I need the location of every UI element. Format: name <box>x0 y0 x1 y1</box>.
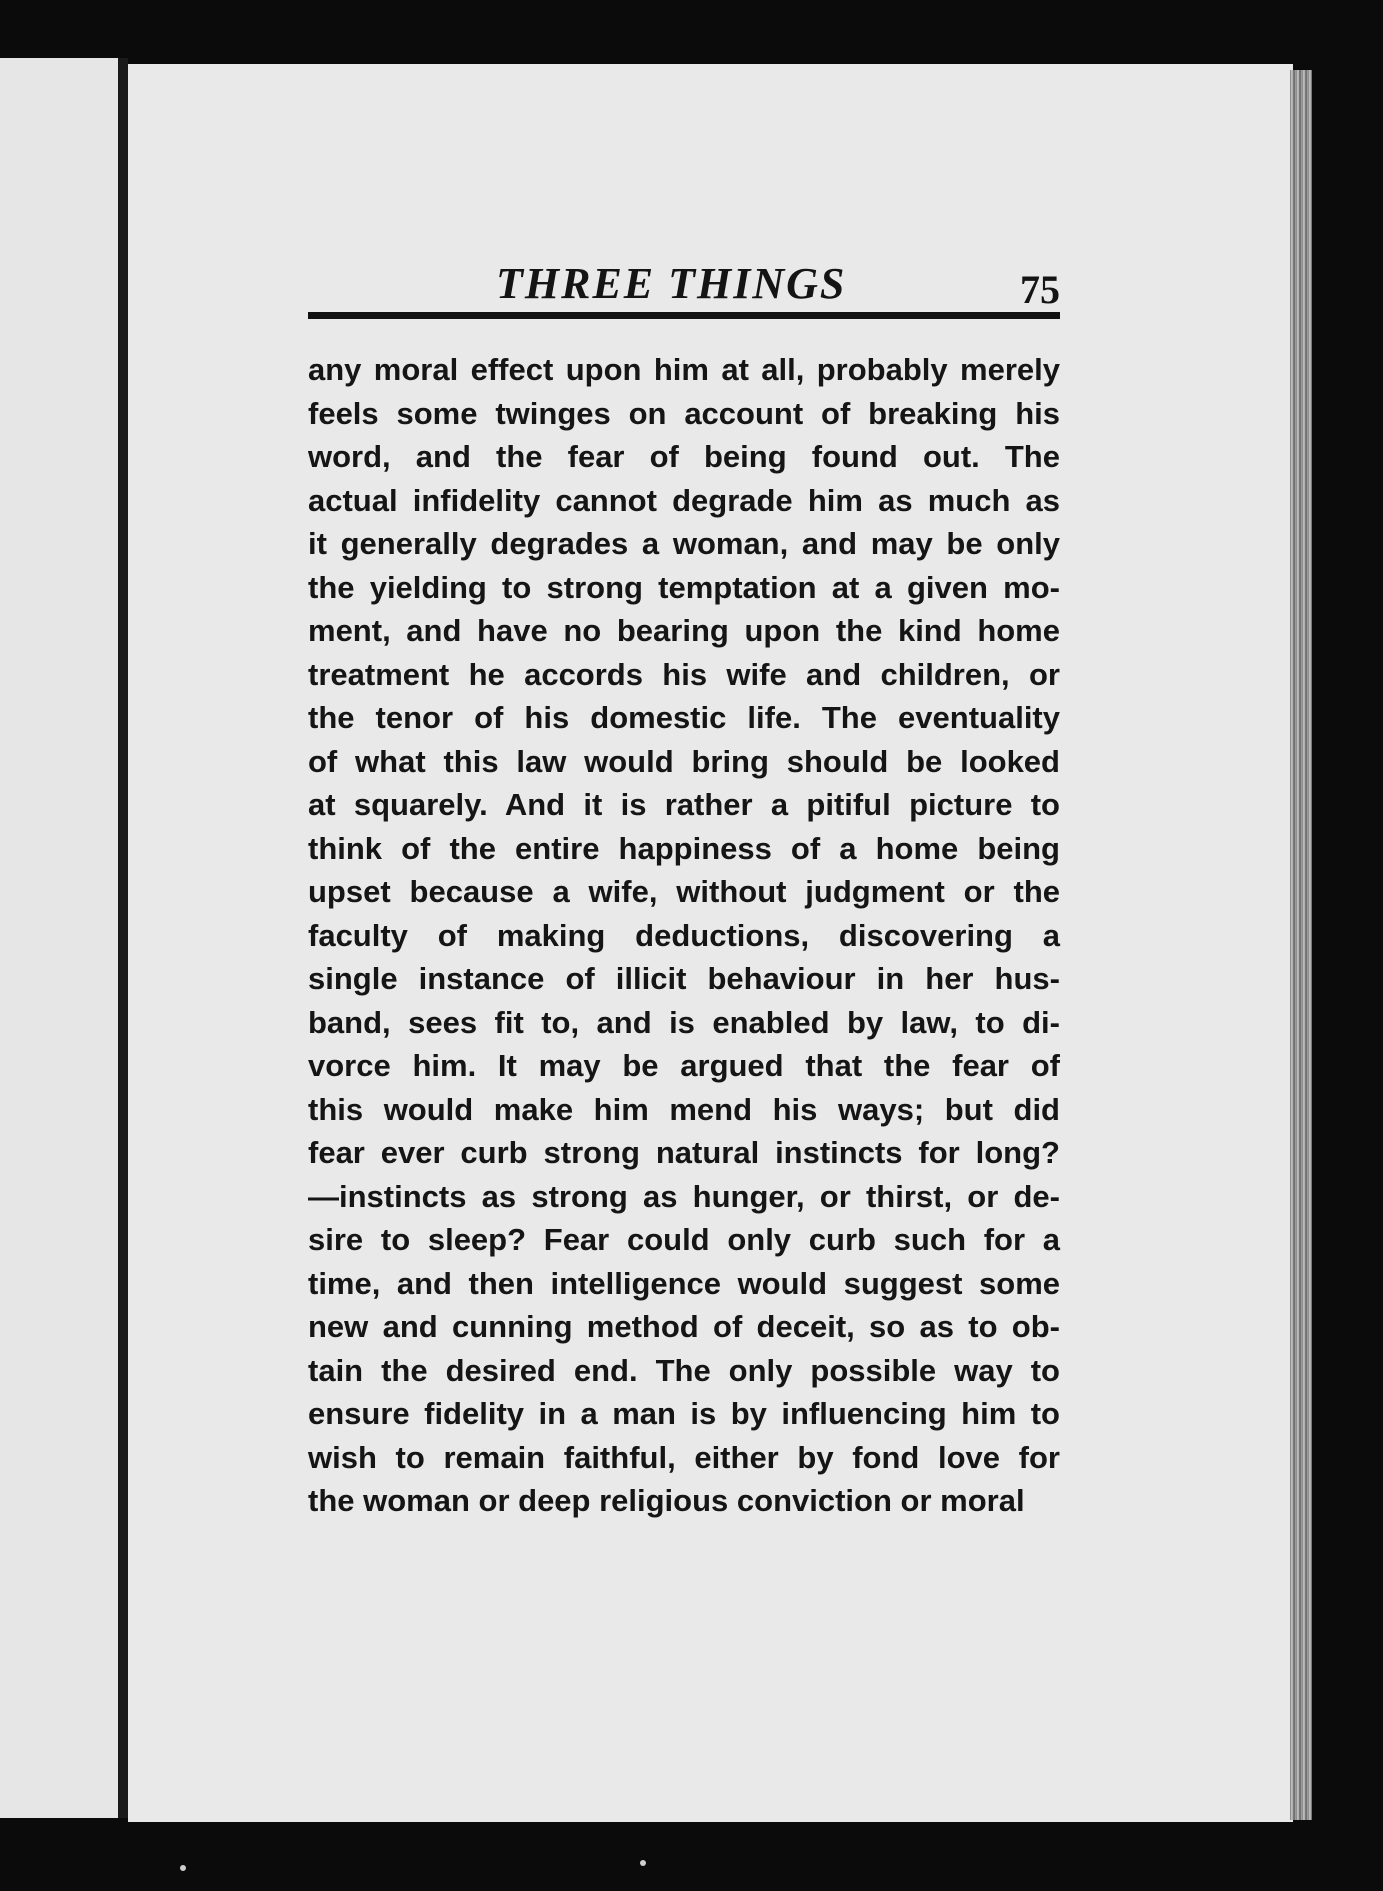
scan-speck <box>640 1860 646 1866</box>
text-line: tain the desired end. The only possible way to <box>308 1352 1060 1388</box>
text-line: —instincts as strong as hunger, or thirst, or de- <box>308 1178 1060 1214</box>
text-line: this would make him mend his ways; but did <box>308 1091 1060 1127</box>
text-line: upset because a wife, without judgment or the <box>308 874 1060 909</box>
text-line: the yielding to strong temptation at a given mo- <box>308 569 1060 605</box>
body-text <box>308 348 1060 1523</box>
text-line: any moral effect upon him at all, probably merely <box>308 352 1060 387</box>
header-rule <box>308 312 1060 319</box>
text-line: the woman or deep religious conviction or moral <box>308 1483 1025 1518</box>
book-gutter <box>118 58 128 1818</box>
text-line: actual infidelity cannot degrade him as much as <box>308 482 1060 518</box>
text-line: single instance of illicit behaviour in her hus- <box>308 961 1060 996</box>
page-edges <box>1290 70 1312 1820</box>
text-line: fear ever curb strong natural instincts for long? <box>308 1135 1060 1170</box>
text-line: ensure fidelity in a man is by influencing him to <box>308 1396 1060 1431</box>
running-title: THREE THINGS <box>496 259 847 308</box>
page-number: 75 <box>1020 267 1060 312</box>
scan-speck <box>180 1865 186 1871</box>
text-line: new and cunning method of deceit, so as to ob- <box>308 1309 1060 1344</box>
text-line: time, and then intelligence would suggest some <box>308 1265 1060 1301</box>
text-line: at squarely. And it is rather a pitiful picture to <box>308 787 1060 822</box>
text-line: it generally degrades a woman, and may be only <box>308 526 1060 561</box>
text-line: the tenor of his domestic life. The eventuality <box>308 700 1060 735</box>
text-line: word, and the fear of being found out. The <box>308 439 1060 474</box>
text-line: of what this law would bring should be looked <box>308 743 1060 779</box>
text-line: vorce him. It may be argued that the fear of <box>308 1048 1060 1083</box>
text-line: ment, and have no bearing upon the kind home <box>308 613 1060 648</box>
facing-page <box>0 58 128 1818</box>
text-line: treatment he accords his wife and children, or <box>308 656 1060 692</box>
text-line: think of the entire happiness of a home being <box>308 830 1060 866</box>
text-line: sire to sleep? Fear could only curb such for a <box>308 1222 1060 1257</box>
text-line: wish to remain faithful, either by fond love for <box>308 1439 1060 1475</box>
text-line: faculty of making deductions, discovering a <box>308 917 1060 953</box>
text-line: band, sees fit to, and is enabled by law, to di- <box>308 1004 1060 1040</box>
text-line: feels some twinges on account of breaking his <box>308 395 1060 431</box>
running-head <box>308 258 1060 318</box>
